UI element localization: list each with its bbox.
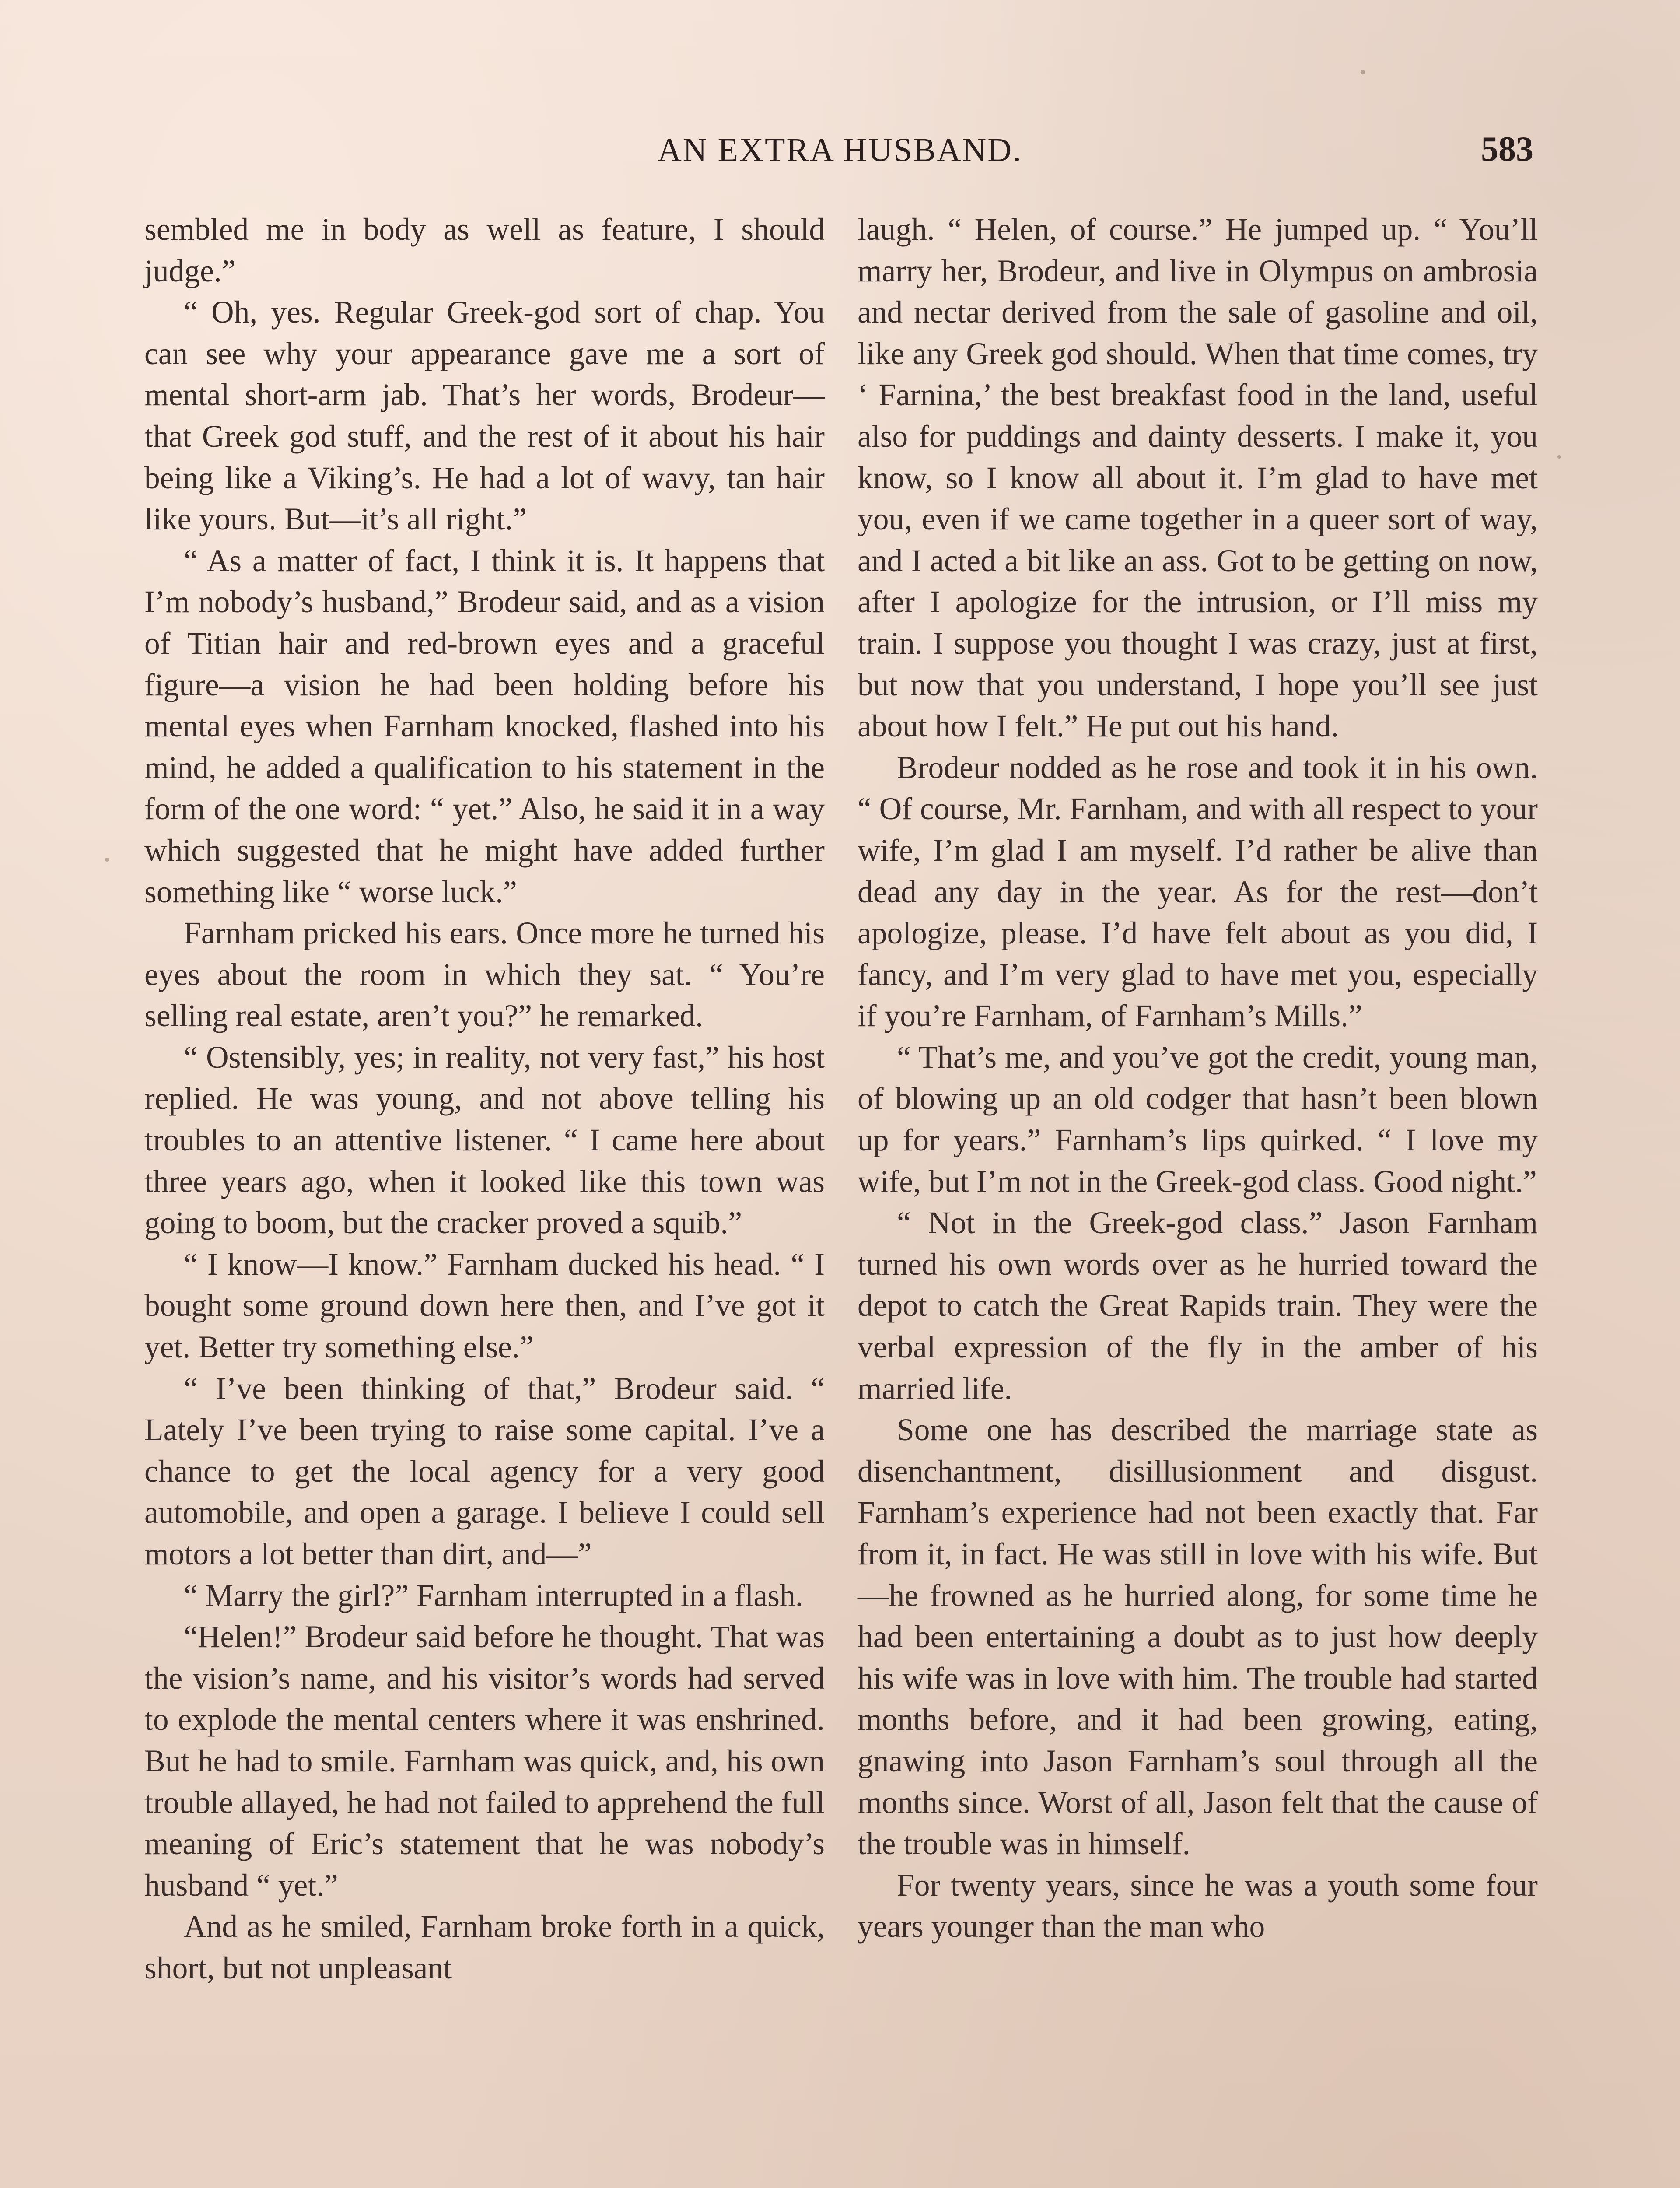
paragraph: “ I know—I know.” Farnham ducked his head. “ I bought some ground down here then, and I’ve got it yet. Better try something else.” bbox=[144, 1247, 825, 1365]
paper-speck bbox=[105, 858, 109, 862]
paragraph: “ Oh, yes. Regular Greek-god sort of chap. You can see why your appearance gave me a sort of mental short-arm jab. That’s her words, Brodeur—that Greek god stuff, and the rest of it about his hair being like a Viking’s. He had a lot of wavy, tan hair like yours. But—it’s all right.” bbox=[144, 295, 825, 537]
paragraph: “ Ostensibly, yes; in reality, not very fast,” his host replied. He was young, and not above telling his troubles to an attentive listener. “ I came here about three years ago, when it looked like this town was going to boom, but the cracker proved a squib.” bbox=[144, 1040, 825, 1241]
paragraph: And as he smiled, Farnham broke forth in a quick, short, but not unpleasant bbox=[144, 1909, 825, 1985]
paper-speck bbox=[1558, 455, 1561, 459]
page-number: 583 bbox=[1481, 130, 1533, 168]
running-head bbox=[140, 131, 1540, 179]
paragraph: laugh. “ Helen, of course.” He jumped up. “ You’ll marry her, Brodeur, and live in Olympus on ambrosia and nectar derived from the sale of gasoline and oil, like any Greek god should. When that time comes, try ‘ Farnina,’ the best breakfast food in the land, useful also for puddings and dainty desserts. I make it, you know, so I know all about it. I’m glad to have met you, even if we came together in a queer sort of way, and I acted a bit like an ass. Got to be getting on now, after I apologize for the intrusion, or I’ll miss my train. I suppose you thought I was crazy, just at first, but now that you understand, I hope you’ll see just about how I felt.” He put out his hand. bbox=[858, 212, 1538, 744]
paragraph: Brodeur nodded as he rose and took it in his own. “ Of course, Mr. Farnham, and with all respect to your wife, I’m glad I am myself. I’d rather be alive than dead any day in the year. As for the rest—don’t apologize, please. I’d have felt about as you did, I fancy, and I’m very glad to have met you, especially if you’re Farnham, of Farnham’s Mills.” bbox=[858, 750, 1538, 1034]
paragraph: Some one has described the marriage state as disenchantment, disillusionment and disgust. Farnham’s experience had not been exactly that. Far from it, in fact. He was still in love with his wife. But—he frowned as he hurried along, for some time he had been entertaining a doubt as to just how deeply his wife was in love with him. The trouble had started months before, and it had been growing, eating, gnawing into Jason Farnham’s soul through all the months since. Worst of all, Jason felt that the cause of the trouble was in himself. bbox=[858, 1413, 1538, 1862]
paragraph: “ As a matter of fact, I think it is. It happens that I’m nobody’s husband,” Brodeur said, and as a vision of Titian hair and red-brown eyes and a graceful figure—a vision he had been holding before his mental eyes when Farnham knocked, flashed into his mind, he added a qualification to his statement in the form of the one word: “ yet.” Also, he said it in a way which suggested that he might have added further something like “ worse luck.” bbox=[144, 543, 825, 909]
paragraph: “ Marry the girl?” Farnham interrupted in a flash. bbox=[184, 1578, 803, 1613]
paper-speck bbox=[1361, 70, 1365, 74]
left-column bbox=[144, 209, 825, 2188]
paragraph: Farnham pricked his ears. Once more he turned his eyes about the room in which they sat. “ You’re selling real estate, aren’t you?” he remarked. bbox=[144, 916, 825, 1034]
right-column bbox=[858, 209, 1538, 2188]
paragraph: For twenty years, since he was a youth some four years younger than the man who bbox=[858, 1868, 1538, 1944]
paragraph: “Helen!” Brodeur said before he thought. That was the vision’s name, and his visitor’s words had served to explode the mental centers where it was enshrined. But he had to smile. Farnham was quick, and, his own trouble allayed, he had not failed to apprehend the full meaning of Eric’s statement that he was nobody’s husband “ yet.” bbox=[144, 1620, 825, 1903]
paragraph: “ I’ve been thinking of that,” Brodeur said. “ Lately I’ve been trying to raise some capital. I’ve a chance to get the local agency for a very good automobile, and open a garage. I believe I could sell motors a lot better than dirt, and—” bbox=[144, 1371, 825, 1571]
paragraph: sembled me in body as well as feature, I should judge.” bbox=[144, 212, 825, 288]
running-title: AN EXTRA HUSBAND. bbox=[657, 132, 1023, 168]
paragraph: “ Not in the Greek-god class.” Jason Farnham turned his own words over as he hurried toward the depot to catch the Great Rapids train. They were the verbal expression of the fly in the amber of his married life. bbox=[858, 1206, 1538, 1406]
paragraph: “ That’s me, and you’ve got the credit, young man, of blowing up an old codger that hasn’t been blown up for years.” Farnham’s lips quirked. “ I love my wife, but I’m not in the Greek-god class. Good night.” bbox=[858, 1040, 1538, 1199]
